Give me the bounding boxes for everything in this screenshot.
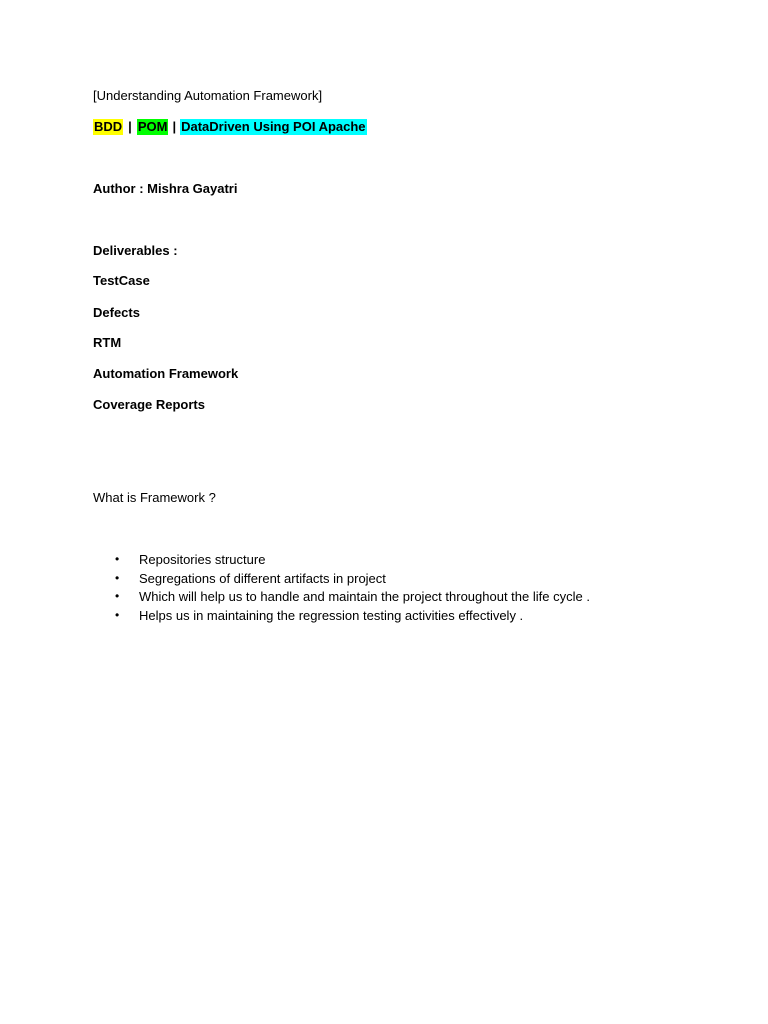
bullet-glyph: • <box>115 608 120 623</box>
author-line: Author : Mishra Gayatri <box>93 181 238 196</box>
list-item <box>93 588 590 607</box>
tag-separator: | <box>172 119 177 134</box>
deliverable-item: Defects <box>93 305 140 320</box>
list-item <box>93 570 590 589</box>
deliverables-heading: Deliverables : <box>93 243 178 258</box>
framework-question: What is Framework ? <box>93 490 216 505</box>
tag-line <box>93 119 367 135</box>
deliverable-item: Automation Framework <box>93 366 239 381</box>
tag-pom: POM <box>137 119 168 134</box>
list-item <box>93 607 590 626</box>
document-title: [Understanding Automation Framework] <box>93 88 323 103</box>
list-item-text: Segregations of different artifacts in project <box>139 570 386 586</box>
deliverable-item: TestCase <box>93 273 150 288</box>
list-item-text: Helps us in maintaining the regression testing activities effectively . <box>139 608 524 624</box>
deliverable-item: Coverage Reports <box>93 397 205 412</box>
deliverable-item: RTM <box>93 335 122 350</box>
framework-bullet-list <box>93 551 590 626</box>
tag-bdd: BDD <box>94 119 123 134</box>
tag-separator: | <box>128 119 132 134</box>
bullet-glyph: • <box>115 570 120 585</box>
list-item <box>93 551 590 570</box>
bullet-glyph: • <box>115 552 120 566</box>
list-item-text: Repositories structure <box>139 552 266 567</box>
bullet-glyph: • <box>115 589 120 604</box>
tag-datadriven: DataDriven Using POI Apache <box>181 119 366 134</box>
list-item-text: Which will help us to handle and maintain the project throughout the life cycle . <box>139 589 590 605</box>
